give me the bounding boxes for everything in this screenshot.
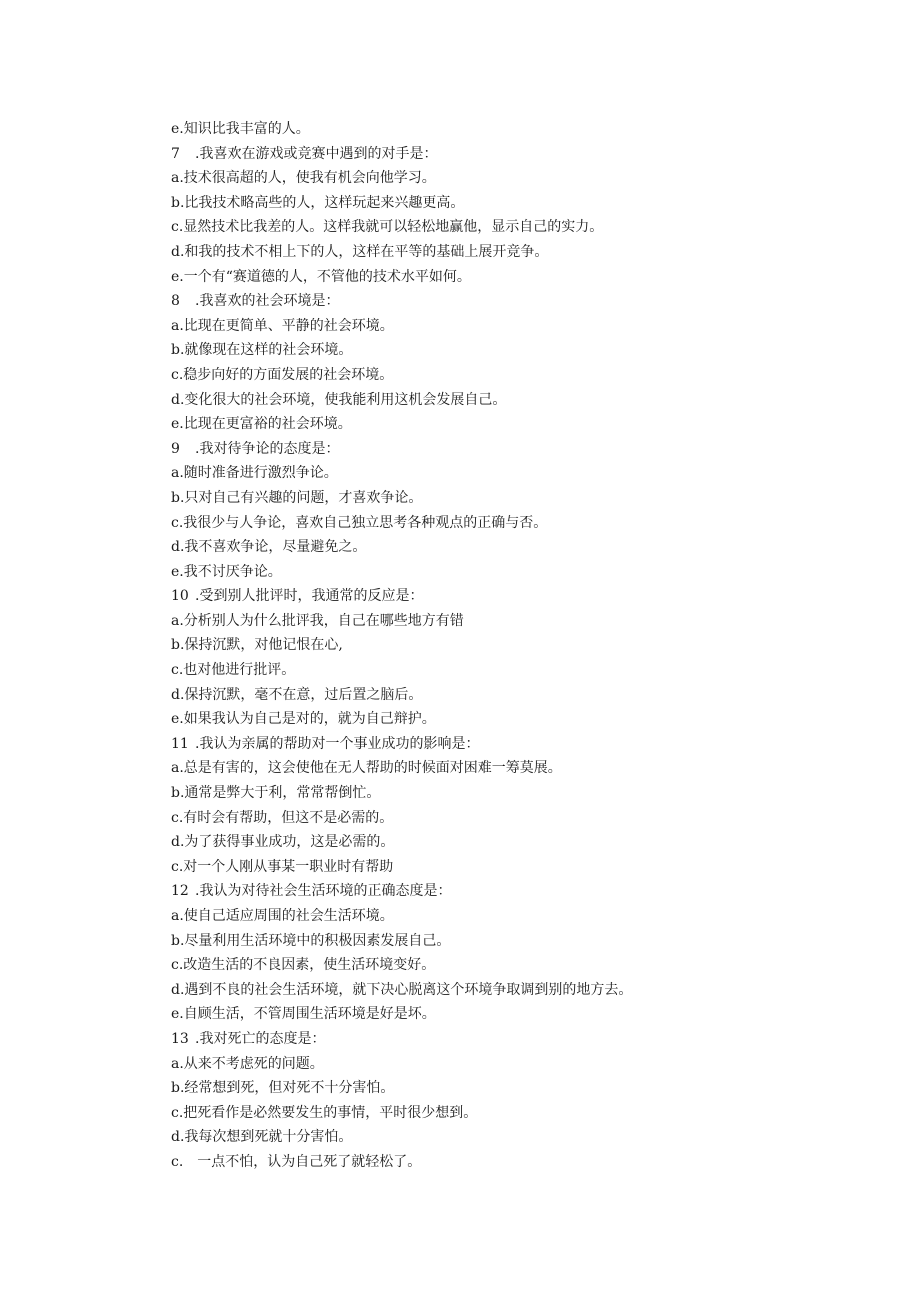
option-line: d.我每次想到死就十分害怕。 [171, 1129, 353, 1146]
option-line: a.分析别人为什么批评我，自己在哪些地方有错 [171, 612, 464, 629]
question-line [171, 289, 891, 314]
option-line: d.和我的技术不相上下的人，这样在平等的基础上展开竞争。 [171, 243, 549, 260]
option-line: a.从来不考虑死的问题。 [171, 1055, 324, 1072]
question-number: 12 [171, 883, 189, 900]
question-line [171, 1027, 891, 1052]
option-line: c.稳步向好的方面发展的社会环境。 [171, 366, 394, 383]
questionnaire-page [171, 117, 891, 1175]
question-line [171, 584, 891, 609]
question-text: .我喜欢在游戏或竞赛中遇到的对手是： [195, 145, 438, 162]
option-line: a.使自己适应周围的社会生活环境。 [171, 908, 394, 924]
option-line: e.如果我认为自己是对的，就为自己辩护。 [171, 711, 436, 728]
question-number: 13 [171, 1030, 189, 1047]
option-line: d.变化很大的社会环境，使我能利用这机会发展自己。 [171, 391, 507, 408]
option-line: b.尽量利用生活环境中的积极因素发展自己。 [171, 932, 451, 949]
option-line: a.技术很高超的人，使我有机会向他学习。 [171, 170, 436, 187]
question-number: 7 [171, 145, 180, 162]
option-line: b.只对自己有兴趣的问题，才喜欢争论。 [171, 489, 423, 506]
option-line: e.比现在更富裕的社会环境。 [171, 416, 352, 433]
option-line: c.对一个人刚从事某一职业时有帮助 [171, 858, 394, 875]
option-line: e.一个有“赛道德的人，不管他的技术水平如何。 [171, 268, 471, 285]
option-line: b.保持沉默，对他记恨在心, [171, 637, 343, 654]
question-number: 11 [171, 735, 189, 752]
question-text: .受到别人批评时，我通常的反应是： [195, 588, 424, 605]
question-number: 9 [171, 440, 180, 457]
option-line: a.比现在更简单、平静的社会环境。 [171, 317, 394, 334]
option-line: c.把死看作是必然要发生的事情，平时很少想到。 [171, 1104, 478, 1121]
option-line: c.有时会有帮助，但这不是必需的。 [171, 809, 394, 826]
option-line: e.知识比我丰富的人。 [171, 121, 310, 137]
question-line [171, 142, 891, 167]
question-number: 10 [171, 588, 189, 605]
question-text: .我对待争论的态度是： [195, 440, 340, 457]
question-line [171, 437, 891, 462]
option-line: c.我很少与人争论，喜欢自己独立思考各种观点的正确与否。 [171, 514, 548, 531]
option-line: d.我不喜欢争论，尽量避免之。 [171, 539, 367, 556]
option-line: c. 一点不怕，认为自己死了就轻松了。 [171, 1153, 422, 1170]
option-line: e.自顾生活，不管周围生活环境是好是坏。 [171, 1006, 436, 1023]
option-line: a.总是有害的，这会使他在无人帮助的时候面对困难一筹莫展。 [171, 760, 562, 777]
question-text: .我认为对待社会生活环境的正确态度是： [195, 883, 452, 900]
option-line: d.遇到不良的社会生活环境，就下决心脱离这个环境争取调到别的地方去。 [171, 981, 633, 998]
option-line: b.经常想到死，但对死不十分害怕。 [171, 1080, 395, 1097]
option-line: b.通常是弊大于利，常常帮倒忙。 [171, 785, 381, 802]
option-line: b.比我技术略高些的人，这样玩起来兴趣更高。 [171, 194, 465, 211]
option-line: c.也对他进行批评。 [171, 662, 296, 679]
question-text: .我喜欢的社会环境是： [195, 293, 340, 310]
option-line: d.为了获得事业成功，这是必需的。 [171, 834, 395, 851]
option-line: e.我不讨厌争论。 [171, 563, 282, 580]
option-line: d.保持沉默，毫不在意，过后置之脑后。 [171, 686, 423, 703]
question-text: .我对死亡的态度是： [195, 1030, 326, 1047]
option-line: c.显然技术比我差的人。这样我就可以轻松地赢他，显示自己的实力。 [171, 219, 604, 236]
option-line: a.随时准备进行激烈争论。 [171, 465, 338, 482]
question-line [171, 879, 891, 904]
option-line: c.改造生活的不良因素，使生活环境变好。 [171, 957, 436, 974]
question-line [171, 732, 891, 757]
option-line: b.就像现在这样的社会环境。 [171, 342, 353, 359]
question-text: .我认为亲属的帮助对一个事业成功的影响是： [195, 735, 480, 752]
question-number: 8 [171, 293, 180, 310]
